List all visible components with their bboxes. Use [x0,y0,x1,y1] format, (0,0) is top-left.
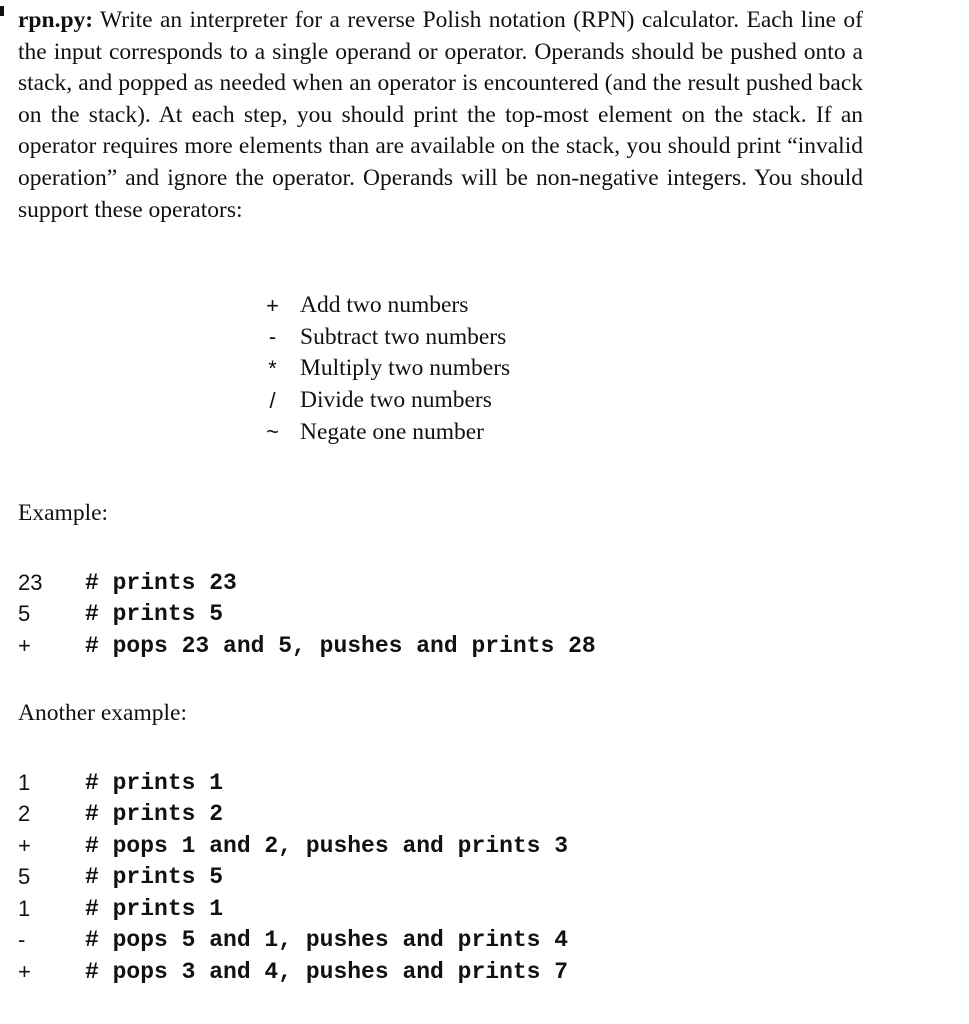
code-line [18,925,818,957]
code-comment: # pops 23 and 5, pushes and prints 28 [85,632,596,659]
operator-description: Negate one number [300,418,485,445]
operator-row [245,322,605,354]
code-line [18,630,818,662]
operator-symbol: - [268,324,277,350]
operator-symbol: / [269,387,276,413]
code-line [18,799,818,831]
problem-description-text: Write an interpreter for a reverse Polish notation (RPN) calculator. Each line of the input corresponds to a single operand or operator. Operands should be pushed onto a stack, and popped as needed when an operator is encountered (and the result pushed back on the stack). At each step, you should print the top-most element on the stack. If an operator requires more elements than are available on the stack, you should print “invalid operation” and ignore the operator. Operands will be non-negative integers. You should support these operators: [18,7,863,223]
code-line [18,862,818,894]
example-heading: Example: [18,500,109,526]
code-input: 1 [18,895,31,921]
list-bullet-mark [0,6,4,16]
code-line [18,893,818,925]
code-comment: # pops 5 and 1, pushes and prints 4 [85,927,569,954]
operator-row [245,416,605,448]
code-input: + [18,832,31,858]
code-input: + [18,632,31,658]
operator-row [245,385,605,417]
operator-row [245,290,605,322]
code-comment: # pops 1 and 2, pushes and prints 3 [85,832,569,859]
code-comment: # prints 5 [85,601,224,628]
code-line [18,830,818,862]
operator-symbol: ~ [266,419,279,445]
code-line [18,567,818,599]
example-code-block [18,567,818,662]
operator-description: Multiply two numbers [300,355,511,382]
code-input: 1 [18,769,31,795]
code-line [18,599,818,631]
code-comment: # prints 2 [85,801,224,828]
code-comment: # prints 1 [85,769,224,796]
code-input: - [18,927,26,953]
operator-description: Divide two numbers [300,387,492,414]
operator-table [245,290,605,448]
code-input: 23 [18,569,43,595]
code-input: 5 [18,864,31,890]
code-comment: # prints 23 [85,569,237,596]
code-comment: # prints 5 [85,864,224,891]
operator-symbol: + [266,292,279,318]
code-comment: # pops 3 and 4, pushes and prints 7 [85,958,569,985]
another-example-code-block [18,767,818,988]
code-input: 2 [18,801,31,827]
code-line [18,956,818,988]
code-comment: # prints 1 [85,895,224,922]
problem-description [18,5,863,226]
code-input: 5 [18,601,31,627]
code-line [18,767,818,799]
operator-description: Add two numbers [300,292,469,319]
code-input: + [18,958,31,984]
operator-row [245,353,605,385]
another-example-heading: Another example: [18,700,188,726]
operator-description: Subtract two numbers [300,323,507,350]
problem-filename: rpn.py: [18,7,94,33]
operator-symbol: * [268,355,277,381]
